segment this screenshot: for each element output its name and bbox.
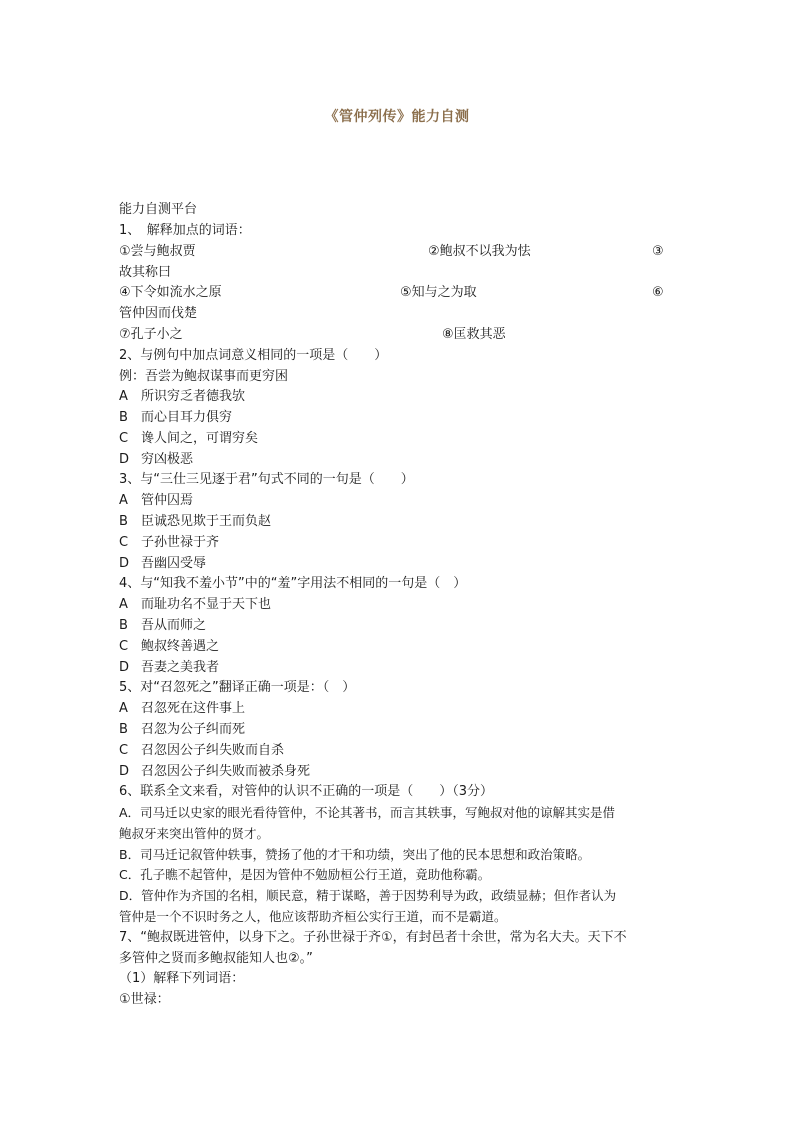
q3-option-b: B 臣诚恐见欺于王而负赵 — [119, 514, 272, 529]
q1-item-3: ③ — [652, 244, 664, 259]
q1-row1 — [119, 243, 679, 261]
q6-option-a-cont: 鲍叔牙来突出管仲的贤才。 — [119, 826, 270, 841]
q7-passage-line1: 7、“鲍叔既进管仲，以身下之。子孙世禄于齐①，有封邑者十余世，常为名大夫。天下不 — [119, 930, 627, 945]
q6-option-a: A．司马迁以史家的眼光看待管仲，不论其著书，而言其轶事，写鲍叔对他的谅解其实是借 — [119, 805, 616, 820]
q4-option-c: C 鲍叔终善遇之 — [119, 639, 220, 654]
q4-option-a: A 而耻功名不显于天下也 — [119, 597, 272, 612]
q6-option-b: B．司马迁记叙管仲轶事，赞扬了他的才干和功绩，突出了他的民本思想和政治策略。 — [119, 847, 591, 862]
q1-item-6-cont: 管仲因而伐楚 — [119, 306, 198, 321]
q7-item-1: ①世禄： — [119, 992, 170, 1007]
document-title: 《管仲列传》能力自测 — [324, 109, 470, 125]
q1-stem: 1、 解释加点的词语： — [119, 223, 251, 238]
q4-option-b: B 吾从而师之 — [119, 618, 207, 633]
section-heading: 能力自测平台 — [119, 202, 198, 217]
q5-stem: 5、对“召忽死之”翻译正确一项是：（ ） — [119, 680, 356, 695]
q5-option-c: C 召忽因公子纠失败而自杀 — [119, 743, 285, 758]
q4-option-d: D 吾妻之美我者 — [119, 660, 220, 675]
q1-item-5: ⑤知与之为取 — [400, 285, 477, 300]
q1-item-6: ⑥ — [652, 285, 664, 300]
q3-option-d: D 吾幽囚受辱 — [119, 556, 207, 571]
q4-stem: 4、与“知我不羞小节”中的“羞”字用法不相同的一句是（ ） — [119, 576, 467, 591]
q6-option-c: C．孔子瞧不起管仲，是因为管仲不勉励桓公行王道，竟助他称霸。 — [119, 867, 491, 882]
q5-option-a: A 召忽死在这件事上 — [119, 701, 246, 716]
q2-option-a: A 所识穷乏者德我欤 — [119, 389, 246, 404]
q1-item-1: ①尝与鲍叔贾 — [119, 244, 196, 259]
q2-option-c: C 谗人间之，可谓穷矣 — [119, 431, 259, 446]
q2-example: 例：吾尝为鲍叔谋事而更穷困 — [119, 369, 289, 384]
q6-option-d-cont: 管仲是一个不识时务之人，他应该帮助齐桓公实行王道，而不是霸道。 — [119, 909, 507, 924]
q5-option-d: D 召忽因公子纠失败而被杀身死 — [119, 764, 311, 779]
q1-item-2: ②鲍叔不以我为怯 — [428, 244, 531, 259]
q1-row3 — [119, 326, 679, 344]
q5-option-b: B 召忽为公子纠而死 — [119, 722, 246, 737]
q1-item-3-cont: 故其称曰 — [119, 265, 172, 280]
q6-option-d: D．管仲作为齐国的名相，顺民意，精于谋略，善于因势利导为政，政绩显赫；但作者认为 — [119, 888, 617, 903]
q2-option-d: D 穷凶极恶 — [119, 452, 194, 467]
q1-row2 — [119, 284, 679, 302]
q3-stem: 3、与“三仕三见逐于君”句式不同的一句是（ ） — [119, 472, 414, 487]
q7-subquestion: （1）解释下列词语： — [119, 971, 245, 986]
q3-option-c: C 子孙世禄于齐 — [119, 535, 220, 550]
q1-item-7: ⑦孔子小之 — [119, 327, 183, 342]
q2-stem: 2、与例句中加点词意义相同的一项是（ ） — [119, 348, 388, 363]
q1-item-8: ⑧匡救其恶 — [442, 327, 506, 342]
q1-item-4: ④下令如流水之原 — [119, 285, 222, 300]
q3-option-a: A 管仲囚焉 — [119, 493, 194, 508]
q6-stem: 6、联系全文来看，对管仲的认识不正确的一项是（ ）（3分） — [119, 784, 494, 799]
q7-passage-line2: 多管仲之贤而多鲍叔能知人也②。” — [119, 951, 313, 966]
q2-option-b: B 而心目耳力俱穷 — [119, 410, 233, 425]
